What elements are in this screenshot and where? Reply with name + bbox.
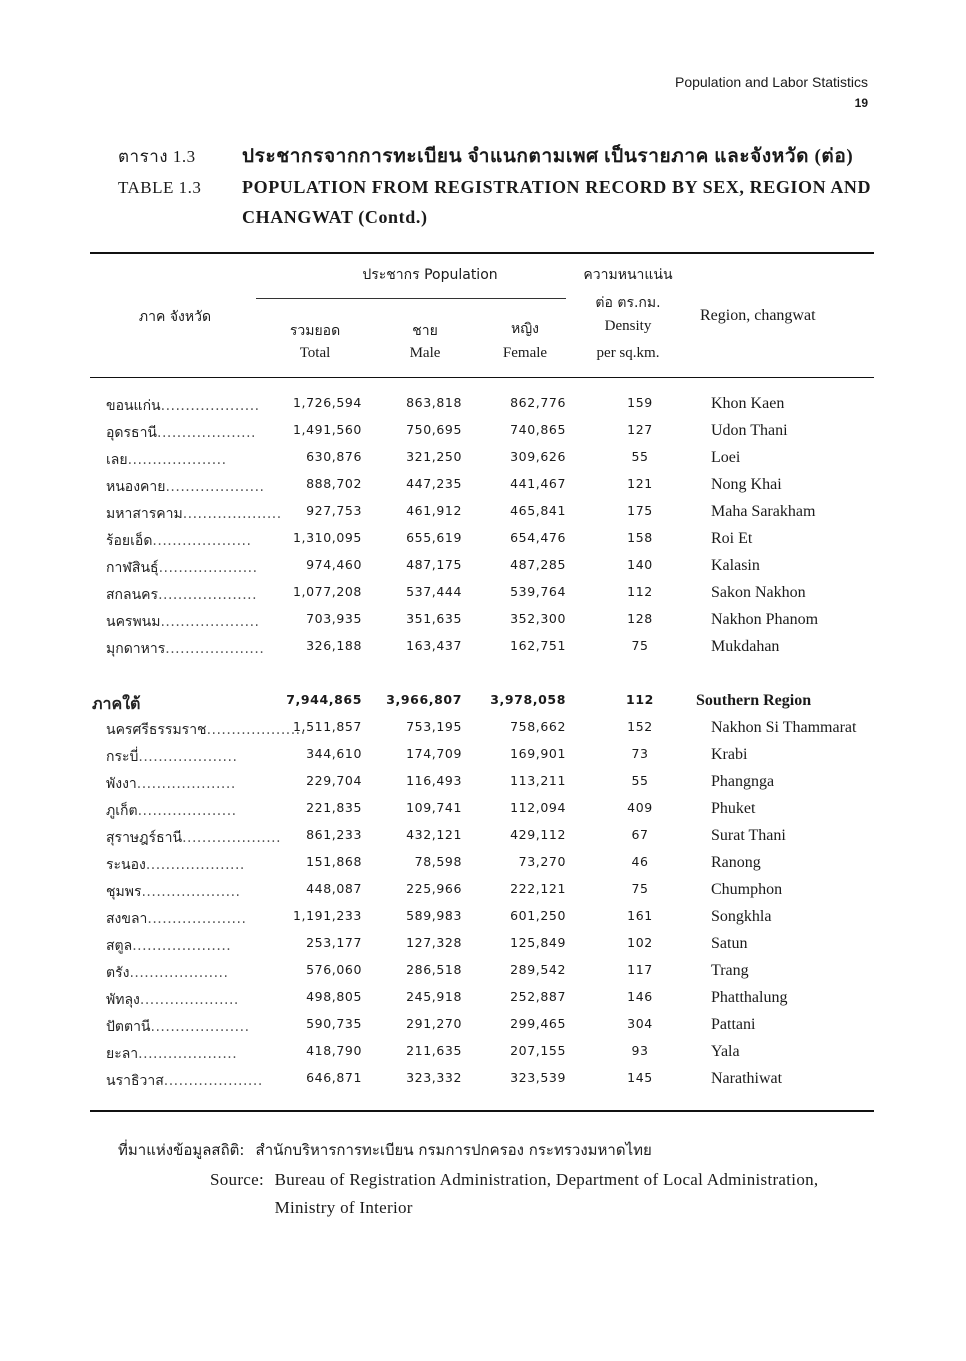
cell-female: 73,270	[518, 854, 566, 869]
table-title-en-line2: CHANGWAT (Contd.)	[242, 207, 428, 227]
header-total-en: Total	[299, 345, 331, 361]
cell-female: 601,250	[510, 908, 566, 923]
cell-changwat-en: Satun	[711, 935, 748, 952]
cell-changwat-th: สกลนคร .....	[106, 584, 257, 606]
header-bottom-rule	[90, 377, 874, 378]
cell-changwat-en: Nakhon Phanom	[711, 611, 819, 628]
table-row	[0, 449, 966, 476]
cell-changwat-th: ระนอง .....	[106, 854, 245, 876]
cell-changwat-th: ตรัง .....	[106, 962, 228, 984]
cell-changwat-th: พัทลุง .....	[106, 989, 239, 1011]
cell-male: 589,983	[406, 908, 462, 923]
cell-total: 1,511,857	[292, 719, 362, 734]
cell-total: 229,704	[306, 773, 362, 788]
cell-male: 78,598	[414, 854, 462, 869]
header-density-th-2: ต่อ ตร.กม.	[595, 295, 661, 311]
cell-changwat-en: Songkhla	[711, 908, 772, 925]
table-row	[0, 557, 966, 584]
cell-density: 121	[627, 476, 653, 491]
cell-male: 163,437	[406, 638, 462, 653]
cell-female: 252,887	[510, 989, 566, 1004]
cell-density: 128	[627, 611, 653, 626]
cell-changwat-th: กาฬสินธุ์ .....	[106, 557, 258, 579]
cell-density: 55	[631, 449, 649, 464]
cell-female: 441,467	[510, 476, 566, 491]
header-group-rule	[256, 298, 566, 299]
table-row	[0, 908, 966, 935]
cell-female: 207,155	[510, 1043, 566, 1058]
table-title	[118, 142, 878, 232]
cell-density: 112	[627, 584, 653, 599]
cell-density: 117	[627, 962, 653, 977]
cell-female: 429,112	[510, 827, 566, 842]
cell-male: 487,175	[406, 557, 462, 572]
cell-male: 323,332	[406, 1070, 462, 1085]
cell-female: 539,764	[510, 584, 566, 599]
header-male-en: Male	[409, 345, 441, 361]
cell-density: 93	[631, 1043, 649, 1058]
cell-female: 222,121	[510, 881, 566, 896]
region-row	[0, 692, 966, 719]
cell-density: 127	[627, 422, 653, 437]
source-label-en: Source:	[209, 1170, 264, 1189]
table-title-en-line1: POPULATION FROM REGISTRATION RECORD BY SEX, REGION AND	[242, 177, 872, 197]
cell-changwat-th: มหาสารคาม .....	[106, 503, 282, 525]
cell-female: 309,626	[510, 449, 566, 464]
source-text-th: สำนักบริหารการทะเบียน กรมการปกครอง กระทรวงมหาดไทย	[255, 1141, 652, 1159]
cell-total: 221,835	[306, 800, 362, 815]
cell-changwat-th: อุดรธานี .....	[106, 422, 256, 444]
table-row	[0, 989, 966, 1016]
cell-total: 7,944,865	[286, 692, 362, 707]
cell-female: 758,662	[510, 719, 566, 734]
source-text-en-line2: Ministry of Interior	[274, 1198, 413, 1217]
cell-changwat-en: Khon Kaen	[711, 395, 785, 412]
cell-changwat-th: ปัตตานี .....	[106, 1016, 250, 1038]
cell-changwat-en: Nong Khai	[711, 476, 782, 493]
source-text-en-line1: Bureau of Registration Administration, Department of Local Administration,	[274, 1170, 819, 1189]
cell-total: 344,610	[306, 746, 362, 761]
cell-changwat-en: Narathiwat	[711, 1070, 783, 1087]
cell-density: 152	[627, 719, 653, 734]
cell-total: 1,077,208	[292, 584, 362, 599]
cell-female: 299,465	[510, 1016, 566, 1031]
cell-total: 151,868	[306, 854, 362, 869]
cell-male: 447,235	[406, 476, 462, 491]
table-row	[0, 422, 966, 449]
cell-changwat-en: Udon Thani	[711, 422, 788, 439]
cell-female: 113,211	[510, 773, 566, 788]
header-region-en: Region, changwat	[700, 307, 816, 324]
header-female-th: หญิง	[511, 321, 539, 337]
cell-changwat-th: กระบี่ .....	[106, 746, 237, 768]
header-male-th: ชาย	[412, 323, 438, 339]
table-row	[0, 719, 966, 746]
table-row	[0, 854, 966, 881]
table-label-th: ตาราง 1.3	[118, 147, 196, 166]
cell-changwat-en: Roi Et	[711, 530, 753, 547]
header-total-th: รวมยอด	[289, 323, 341, 339]
cell-total: 703,935	[306, 611, 362, 626]
table-top-rule	[90, 252, 874, 254]
cell-changwat-th: สุราษฎร์ธานี .....	[106, 827, 281, 849]
cell-female: 465,841	[510, 503, 566, 518]
cell-female: 487,285	[510, 557, 566, 572]
page-number: 19	[854, 96, 868, 110]
cell-changwat-th: ภูเก็ต .....	[106, 800, 237, 822]
table-row	[0, 1070, 966, 1097]
table-row	[0, 827, 966, 854]
cell-density: 102	[627, 935, 653, 950]
cell-male: 753,195	[406, 719, 462, 734]
cell-changwat-en: Pattani	[711, 1016, 756, 1033]
cell-changwat-en: Phangnga	[711, 773, 775, 790]
cell-changwat-th: เลย .....	[106, 449, 227, 471]
cell-density: 46	[631, 854, 649, 869]
cell-male: 109,741	[406, 800, 462, 815]
cell-total: 253,177	[306, 935, 362, 950]
header-region-th: ภาค จังหวัด	[138, 309, 212, 325]
cell-total: 590,735	[306, 1016, 362, 1031]
cell-density: 73	[631, 746, 649, 761]
header-female-en: Female	[502, 345, 548, 361]
cell-changwat-en: Yala	[711, 1043, 740, 1060]
cell-density: 145	[627, 1070, 653, 1085]
cell-total: 1,726,594	[292, 395, 362, 410]
cell-female: 352,300	[510, 611, 566, 626]
cell-changwat-en: Krabi	[711, 746, 748, 763]
cell-female: 323,539	[510, 1070, 566, 1085]
table-title-th: ประชากรจากการทะเบียน จำแนกตามเพศ เป็นรายภาค และจังหวัด (ต่อ)	[242, 146, 854, 167]
table-label-en: TABLE 1.3	[118, 178, 202, 197]
cell-changwat-en: Southern Region	[696, 692, 812, 709]
table-row	[0, 1043, 966, 1070]
cell-changwat-en: Kalasin	[711, 557, 760, 574]
cell-female: 862,776	[510, 395, 566, 410]
cell-total: 418,790	[306, 1043, 362, 1058]
header-density-en-1: Density	[604, 318, 652, 334]
cell-changwat-th: ร้อยเอ็ด .....	[106, 530, 251, 552]
source-label-th: ที่มาแห่งข้อมูลสถิติ:	[118, 1141, 245, 1159]
cell-changwat-en: Trang	[711, 962, 749, 979]
table-row	[0, 746, 966, 773]
cell-female: 740,865	[510, 422, 566, 437]
table-row	[0, 476, 966, 503]
table-row	[0, 395, 966, 422]
table-row	[0, 1016, 966, 1043]
header-population-group: ประชากร Population	[362, 267, 498, 283]
cell-changwat-th: ชุมพร .....	[106, 881, 241, 903]
cell-density: 161	[627, 908, 653, 923]
table-row	[0, 962, 966, 989]
cell-changwat-en: Nakhon Si Thammarat	[711, 719, 857, 736]
cell-density: 304	[627, 1016, 653, 1031]
table-row	[0, 503, 966, 530]
cell-changwat-th: มุกดาหาร .....	[106, 638, 264, 660]
cell-density: 67	[631, 827, 649, 842]
cell-male: 461,912	[406, 503, 462, 518]
cell-total: 448,087	[306, 881, 362, 896]
cell-density: 140	[627, 557, 653, 572]
cell-changwat-en: Loei	[711, 449, 741, 466]
cell-female: 654,476	[510, 530, 566, 545]
cell-female: 112,094	[510, 800, 566, 815]
cell-female: 162,751	[510, 638, 566, 653]
cell-density: 409	[627, 800, 653, 815]
cell-male: 863,818	[406, 395, 462, 410]
table-row	[0, 881, 966, 908]
cell-male: 127,328	[406, 935, 462, 950]
cell-density: 158	[627, 530, 653, 545]
cell-female: 3,978,058	[490, 692, 566, 707]
cell-total: 974,460	[306, 557, 362, 572]
cell-changwat-en: Surat Thani	[711, 827, 786, 844]
cell-male: 351,635	[406, 611, 462, 626]
cell-female: 169,901	[510, 746, 566, 761]
cell-changwat-en: Phuket	[711, 800, 756, 817]
cell-changwat-en: Mukdahan	[711, 638, 780, 655]
cell-changwat-th: นราธิวาส .....	[106, 1070, 263, 1092]
table-row	[0, 773, 966, 800]
cell-total: 888,702	[306, 476, 362, 491]
cell-total: 1,491,560	[292, 422, 362, 437]
cell-female: 289,542	[510, 962, 566, 977]
running-head	[675, 72, 868, 114]
table-row	[0, 638, 966, 665]
cell-male: 750,695	[406, 422, 462, 437]
cell-female: 125,849	[510, 935, 566, 950]
cell-male: 655,619	[406, 530, 462, 545]
cell-density: 75	[631, 881, 649, 896]
cell-total: 576,060	[306, 962, 362, 977]
cell-male: 225,966	[406, 881, 462, 896]
cell-total: 1,310,095	[292, 530, 362, 545]
table-row	[0, 935, 966, 962]
table-row	[0, 800, 966, 827]
running-head-title: Population and Labor Statistics	[674, 74, 868, 90]
cell-changwat-th: สตูล .....	[106, 935, 231, 957]
cell-male: 211,635	[406, 1043, 462, 1058]
cell-changwat-th: พังงา .....	[106, 773, 236, 795]
cell-total: 630,876	[306, 449, 362, 464]
cell-changwat-th: หนองคาย .....	[106, 476, 265, 498]
cell-male: 537,444	[406, 584, 462, 599]
cell-total: 646,871	[306, 1070, 362, 1085]
cell-density: 112	[626, 692, 654, 707]
cell-changwat-en: Ranong	[711, 854, 761, 871]
cell-total: 326,188	[306, 638, 362, 653]
cell-density: 175	[627, 503, 653, 518]
cell-male: 245,918	[406, 989, 462, 1004]
cell-density: 55	[631, 773, 649, 788]
cell-changwat-en: Phatthalung	[711, 989, 788, 1006]
cell-total: 498,805	[306, 989, 362, 1004]
cell-density: 146	[627, 989, 653, 1004]
cell-changwat-en: Sakon Nakhon	[711, 584, 806, 601]
header-density-en-2: per sq.km.	[596, 345, 660, 361]
cell-density: 159	[627, 395, 653, 410]
cell-total: 861,233	[306, 827, 362, 842]
table-row	[0, 530, 966, 557]
cell-male: 286,518	[406, 962, 462, 977]
cell-total: 1,191,233	[292, 908, 362, 923]
cell-changwat-en: Chumphon	[711, 881, 783, 898]
cell-changwat-th: สงขลา .....	[106, 908, 246, 930]
source-note	[118, 1138, 898, 1222]
cell-male: 116,493	[406, 773, 462, 788]
cell-changwat-th: ยะลา .....	[106, 1043, 237, 1065]
cell-changwat-th: นครพนม .....	[106, 611, 260, 633]
cell-male: 174,709	[406, 746, 462, 761]
cell-changwat-th: ขอนแก่น .....	[106, 395, 260, 417]
cell-male: 432,121	[406, 827, 462, 842]
table-row	[0, 584, 966, 611]
table-bottom-rule	[90, 1110, 874, 1112]
cell-male: 3,966,807	[386, 692, 462, 707]
cell-changwat-th: นครศรีธรรมราช .....	[106, 719, 306, 741]
cell-male: 321,250	[406, 449, 462, 464]
cell-changwat-en: Maha Sarakham	[711, 503, 816, 520]
cell-density: 75	[631, 638, 649, 653]
header-density-th-1: ความหนาแน่น	[583, 267, 673, 283]
cell-total: 927,753	[306, 503, 362, 518]
cell-male: 291,270	[406, 1016, 462, 1031]
table-row	[0, 611, 966, 638]
cell-changwat-th: ภาคใต้	[92, 694, 141, 713]
